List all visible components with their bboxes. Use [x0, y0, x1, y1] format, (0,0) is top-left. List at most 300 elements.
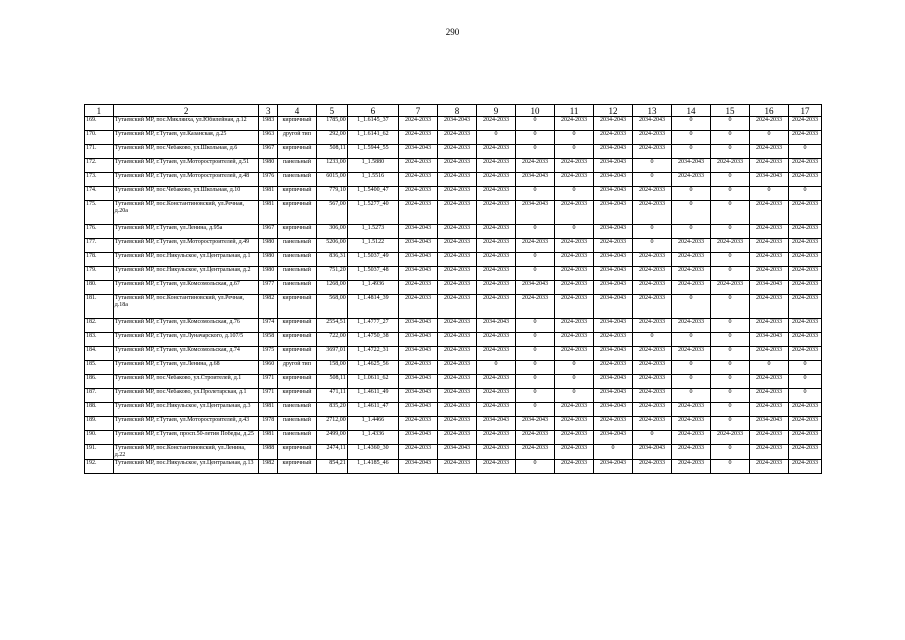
- table-cell: 0: [711, 445, 750, 460]
- table-row: [85, 281, 822, 295]
- table-cell: 2024-2033: [789, 225, 822, 239]
- table-cell: 2024-2033: [477, 347, 516, 361]
- table-cell: 2024-2033: [516, 239, 555, 253]
- table-cell: 2024-2033: [399, 417, 438, 431]
- table-cell: Тутаевский МР, пос.Чебаково, ул.Строителей, д.1: [113, 375, 259, 389]
- table-cell: 1980: [259, 239, 277, 253]
- table-cell: 1_1.5277_40: [347, 201, 398, 225]
- table-cell: 2024-2033: [672, 319, 711, 333]
- table-cell: панельный: [277, 417, 316, 431]
- table-row: [85, 333, 822, 347]
- table-cell: 2034-2043: [594, 281, 633, 295]
- table-cell: 2024-2033: [750, 225, 789, 239]
- table-cell: 835,20: [316, 403, 347, 417]
- table-cell: 0: [555, 131, 594, 145]
- table-cell: 2024-2033: [516, 159, 555, 173]
- table-cell: 0: [516, 253, 555, 267]
- table-cell: 175.: [85, 201, 114, 225]
- table-cell: 1_1.0611_62: [347, 375, 398, 389]
- table-cell: 0: [672, 145, 711, 159]
- table-cell: 0: [711, 375, 750, 389]
- table-cell: 1971: [259, 389, 277, 403]
- table-cell: 2024-2033: [477, 225, 516, 239]
- table-cell: 1_1.4611_49: [347, 389, 398, 403]
- table-cell: 1233,00: [316, 159, 347, 173]
- table-cell: 2024-2033: [438, 347, 477, 361]
- table-cell: 2034-2043: [399, 145, 438, 159]
- table-cell: 169.: [85, 117, 114, 131]
- table-cell: 187.: [85, 389, 114, 403]
- housing-registry-table: [84, 104, 822, 474]
- table-cell: Тутаевский МР, пос.Константиновский, ул.Речная, д.18а: [113, 295, 259, 319]
- table-cell: 6015,00: [316, 173, 347, 187]
- table-cell: 179.: [85, 267, 114, 281]
- table-cell: 0: [516, 145, 555, 159]
- table-cell: 2024-2033: [399, 361, 438, 375]
- table-cell: 2034-2043: [594, 295, 633, 319]
- table-cell: 0: [711, 347, 750, 361]
- table-row: [85, 145, 822, 159]
- table-cell: 2024-2033: [438, 295, 477, 319]
- table-cell: 2024-2033: [750, 319, 789, 333]
- table-cell: 2034-2043: [399, 347, 438, 361]
- table-cell: 2024-2033: [594, 239, 633, 253]
- table-cell: 1_1.4611_47: [347, 403, 398, 417]
- table-cell: 0: [633, 225, 672, 239]
- table-cell: 2024-2033: [633, 201, 672, 225]
- table-cell: 2024-2033: [477, 267, 516, 281]
- table-cell: панельный: [277, 159, 316, 173]
- table-cell: кирпичный: [277, 295, 316, 319]
- table-cell: 2034-2043: [438, 117, 477, 131]
- table-cell: Тутаевский МР, г.Тутаев, ул.Комсомольская, д.74: [113, 347, 259, 361]
- table-cell: 0: [555, 225, 594, 239]
- table-cell: Тутаевский МР, г.Тутаев, ул.Луначарского, д.107/5: [113, 333, 259, 347]
- table-cell: 178.: [85, 253, 114, 267]
- table-cell: 0: [789, 375, 822, 389]
- table-cell: 2024-2033: [672, 239, 711, 253]
- table-cell: 2024-2033: [750, 431, 789, 445]
- table-cell: 1974: [259, 319, 277, 333]
- table-cell: 1_1.4625_56: [347, 361, 398, 375]
- table-cell: 1976: [259, 173, 277, 187]
- table-cell: 2024-2033: [438, 225, 477, 239]
- table-cell: 0: [477, 131, 516, 145]
- table-cell: 0: [789, 145, 822, 159]
- table-cell: 0: [672, 375, 711, 389]
- table-cell: 177.: [85, 239, 114, 253]
- table-cell: 189.: [85, 417, 114, 431]
- table-cell: 854,21: [316, 460, 347, 474]
- table-cell: 1980: [259, 159, 277, 173]
- table-cell: 508,11: [316, 145, 347, 159]
- table-cell: 185.: [85, 361, 114, 375]
- table-cell: 0: [516, 131, 555, 145]
- table-row: [85, 403, 822, 417]
- table-cell: 171.: [85, 145, 114, 159]
- table-cell: Тутаевский МР, пос.Чебаково, ул.Пролетарская, д.1: [113, 389, 259, 403]
- table-cell: 2024-2033: [750, 295, 789, 319]
- table-cell: 2024-2033: [633, 145, 672, 159]
- table-cell: 0: [672, 131, 711, 145]
- table-cell: 2712,00: [316, 417, 347, 431]
- table-cell: 1963: [259, 131, 277, 145]
- table-cell: 2024-2033: [594, 361, 633, 375]
- table-cell: 1268,00: [316, 281, 347, 295]
- table-cell: кирпичный: [277, 347, 316, 361]
- table-cell: 2034-2043: [594, 187, 633, 201]
- table-row: [85, 460, 822, 474]
- table-cell: 2034-2043: [633, 117, 672, 131]
- table-cell: 2024-2033: [672, 267, 711, 281]
- table-cell: Тутаевский МР, пос.Чебаково, ул.Школьная, д.6: [113, 145, 259, 159]
- table-cell: 2024-2033: [438, 201, 477, 225]
- table-cell: 191.: [85, 445, 114, 460]
- table-cell: 3697,01: [316, 347, 347, 361]
- table-cell: 836,31: [316, 253, 347, 267]
- table-cell: кирпичный: [277, 225, 316, 239]
- table-cell: 0: [711, 361, 750, 375]
- table-cell: 190.: [85, 431, 114, 445]
- table-row: [85, 417, 822, 431]
- table-cell: 183.: [85, 333, 114, 347]
- table-cell: 0: [555, 145, 594, 159]
- table-cell: 2024-2033: [789, 403, 822, 417]
- table-cell: 2034-2043: [594, 431, 633, 445]
- table-cell: 2024-2033: [438, 403, 477, 417]
- table-cell: 2024-2033: [399, 281, 438, 295]
- table-cell: 722,00: [316, 333, 347, 347]
- table-cell: 2024-2033: [477, 281, 516, 295]
- table-cell: 2024-2033: [750, 239, 789, 253]
- table-cell: 1981: [259, 431, 277, 445]
- table-cell: 2024-2033: [789, 239, 822, 253]
- table-cell: 2024-2033: [477, 431, 516, 445]
- table-cell: Тутаевский МР, г.Тутаев, ул.Комсомольская, д.76: [113, 319, 259, 333]
- table-cell: 2024-2033: [555, 403, 594, 417]
- table-cell: 2034-2043: [672, 159, 711, 173]
- table-cell: 1971: [259, 375, 277, 389]
- table-cell: 2034-2043: [594, 319, 633, 333]
- table-cell: 2499,00: [316, 431, 347, 445]
- table-cell: другой тип: [277, 361, 316, 375]
- table-cell: 0: [516, 267, 555, 281]
- table-cell: Тутаевский МР, пос.Константиновский, ул.Ленина, д.22: [113, 445, 259, 460]
- table-cell: 0: [555, 361, 594, 375]
- table-cell: 779,10: [316, 187, 347, 201]
- table-cell: 1975: [259, 347, 277, 361]
- table-cell: 2034-2043: [399, 375, 438, 389]
- table-cell: 192.: [85, 460, 114, 474]
- table-cell: панельный: [277, 253, 316, 267]
- table-cell: 2024-2033: [633, 253, 672, 267]
- table-cell: 0: [672, 201, 711, 225]
- table-cell: 181.: [85, 295, 114, 319]
- table-cell: 0: [711, 460, 750, 474]
- table-cell: 1988: [259, 445, 277, 460]
- table-cell: 2024-2033: [789, 117, 822, 131]
- table-cell: 2024-2033: [672, 460, 711, 474]
- table-cell: 1958: [259, 333, 277, 347]
- table-cell: Тутаевский МР, г.Тутаев, ул.Моторостроителей, д.48: [113, 173, 259, 187]
- column-header: 15: [711, 105, 750, 117]
- table-cell: 2024-2033: [711, 281, 750, 295]
- table-cell: 1_1.4360_30: [347, 445, 398, 460]
- table-cell: 2024-2033: [750, 375, 789, 389]
- table-cell: Тутаевский МР, г.Тутаев, просп.50-летия Победы, д.25: [113, 431, 259, 445]
- table-cell: 2024-2033: [477, 445, 516, 460]
- table-cell: 2024-2033: [555, 159, 594, 173]
- table-cell: 0: [516, 225, 555, 239]
- table-cell: 2024-2033: [555, 201, 594, 225]
- column-header: 14: [672, 105, 711, 117]
- table-cell: 2024-2033: [789, 347, 822, 361]
- table-row: [85, 361, 822, 375]
- table-cell: 2024-2033: [672, 253, 711, 267]
- table-cell: 2024-2033: [789, 417, 822, 431]
- table-row: [85, 253, 822, 267]
- table-cell: 2024-2033: [750, 145, 789, 159]
- table-cell: Тутаевский МР, пос.Никульское, ул.Центральная, д.2: [113, 267, 259, 281]
- table-cell: 2024-2033: [555, 267, 594, 281]
- table-cell: 2034-2043: [594, 389, 633, 403]
- table-cell: 2024-2033: [789, 333, 822, 347]
- table-cell: 2024-2033: [789, 253, 822, 267]
- table-cell: 0: [633, 239, 672, 253]
- table-cell: 0: [711, 319, 750, 333]
- table-cell: 2024-2033: [555, 295, 594, 319]
- table-cell: 2024-2033: [555, 117, 594, 131]
- table-cell: 2024-2033: [633, 375, 672, 389]
- table-cell: кирпичный: [277, 187, 316, 201]
- table-cell: 1_1.4336: [347, 431, 398, 445]
- page-number: 290: [445, 27, 460, 37]
- table-cell: 2034-2043: [633, 445, 672, 460]
- table-cell: 0: [672, 225, 711, 239]
- table-cell: 2024-2033: [438, 187, 477, 201]
- table-cell: 2024-2033: [789, 131, 822, 145]
- table-row: [85, 131, 822, 145]
- table-cell: 2024-2033: [438, 159, 477, 173]
- table-row: [85, 389, 822, 403]
- table-cell: 2474,11: [316, 445, 347, 460]
- table-cell: 2024-2033: [399, 117, 438, 131]
- table-cell: 2034-2043: [399, 319, 438, 333]
- table-cell: другой тип: [277, 131, 316, 145]
- table-cell: Тутаевский МР, г.Тутаев, ул.Моторостроителей, д.49: [113, 239, 259, 253]
- table-cell: 2024-2033: [477, 375, 516, 389]
- table-cell: 0: [789, 187, 822, 201]
- table-cell: 2024-2033: [750, 267, 789, 281]
- table-cell: 0: [672, 389, 711, 403]
- column-header: 17: [789, 105, 822, 117]
- table-cell: 2024-2033: [477, 295, 516, 319]
- table-cell: 2034-2043: [594, 253, 633, 267]
- table-cell: 0: [516, 117, 555, 131]
- table-cell: 2024-2033: [516, 431, 555, 445]
- table-cell: 2024-2033: [438, 239, 477, 253]
- table-cell: Тутаевский МР, пос.Микляиха, ул.Юбилейная, д.12: [113, 117, 259, 131]
- table-cell: 170.: [85, 131, 114, 145]
- table-cell: 2024-2033: [789, 173, 822, 187]
- table-cell: кирпичный: [277, 319, 316, 333]
- table-cell: 1_1.5516: [347, 173, 398, 187]
- table-cell: 2024-2033: [672, 445, 711, 460]
- table-cell: 0: [789, 361, 822, 375]
- table-cell: панельный: [277, 239, 316, 253]
- table-row: [85, 295, 822, 319]
- table-cell: 2024-2033: [789, 201, 822, 225]
- table-cell: 173.: [85, 173, 114, 187]
- table-cell: 2024-2033: [633, 267, 672, 281]
- table-cell: 2024-2033: [438, 319, 477, 333]
- table-cell: 2024-2033: [633, 403, 672, 417]
- table-cell: 1_1.5037_49: [347, 253, 398, 267]
- table-cell: 0: [633, 173, 672, 187]
- table-cell: 2024-2033: [555, 460, 594, 474]
- table-cell: 1_1.5944_55: [347, 145, 398, 159]
- table-cell: 188.: [85, 403, 114, 417]
- table-cell: 0: [633, 431, 672, 445]
- table-cell: кирпичный: [277, 333, 316, 347]
- table-cell: 176.: [85, 225, 114, 239]
- table-cell: 0: [555, 187, 594, 201]
- table-row: [85, 267, 822, 281]
- table-cell: 0: [516, 187, 555, 201]
- table-cell: 186.: [85, 375, 114, 389]
- table-cell: 2024-2033: [399, 201, 438, 225]
- table-cell: 2024-2033: [399, 173, 438, 187]
- table-cell: 0: [516, 403, 555, 417]
- table-cell: 0: [555, 389, 594, 403]
- table-cell: 2034-2043: [594, 403, 633, 417]
- table-cell: 2034-2043: [477, 319, 516, 333]
- table-cell: Тутаевский МР, пос.Чебаково, ул.Школьная, д.10: [113, 187, 259, 201]
- table-cell: 1978: [259, 417, 277, 431]
- table-cell: 2024-2033: [633, 187, 672, 201]
- table-cell: 0: [516, 347, 555, 361]
- table-cell: 2024-2033: [438, 145, 477, 159]
- table-row: [85, 445, 822, 460]
- table-cell: 2034-2043: [477, 417, 516, 431]
- table-cell: 1_1.4722_31: [347, 347, 398, 361]
- table-cell: 2024-2033: [633, 319, 672, 333]
- table-cell: 2024-2033: [555, 253, 594, 267]
- table-cell: кирпичный: [277, 201, 316, 225]
- table-header-row: [85, 105, 822, 117]
- table-row: [85, 239, 822, 253]
- table-cell: 1980: [259, 253, 277, 267]
- table-cell: 0: [633, 333, 672, 347]
- table-cell: 2024-2033: [438, 460, 477, 474]
- table-cell: 2024-2033: [672, 173, 711, 187]
- table-cell: 2024-2033: [633, 281, 672, 295]
- table-cell: 2024-2033: [477, 253, 516, 267]
- table-cell: 2024-2033: [555, 319, 594, 333]
- table-cell: панельный: [277, 267, 316, 281]
- table-cell: 172.: [85, 159, 114, 173]
- table-cell: кирпичный: [277, 117, 316, 131]
- table-cell: 2034-2043: [399, 333, 438, 347]
- table-cell: 0: [711, 173, 750, 187]
- table-cell: 2024-2033: [555, 347, 594, 361]
- table-cell: 2024-2033: [750, 201, 789, 225]
- table-cell: 1967: [259, 145, 277, 159]
- table-cell: 2034-2043: [516, 417, 555, 431]
- table-cell: 2034-2043: [399, 225, 438, 239]
- table-cell: 1967: [259, 225, 277, 239]
- table-cell: 2024-2033: [438, 253, 477, 267]
- table-cell: 1977: [259, 281, 277, 295]
- table-cell: 2024-2033: [399, 295, 438, 319]
- table-cell: 0: [711, 145, 750, 159]
- table-cell: 2034-2043: [516, 201, 555, 225]
- table-cell: панельный: [277, 403, 316, 417]
- table-cell: 2024-2033: [750, 117, 789, 131]
- table-cell: 1981: [259, 187, 277, 201]
- table-cell: 2024-2033: [672, 403, 711, 417]
- table-cell: 0: [711, 225, 750, 239]
- table-cell: 2024-2033: [438, 333, 477, 347]
- table-cell: 2024-2033: [477, 173, 516, 187]
- table-cell: 2024-2033: [789, 460, 822, 474]
- table-cell: 1_1.5273: [347, 225, 398, 239]
- table-cell: 2024-2033: [633, 417, 672, 431]
- table-cell: 2024-2033: [399, 159, 438, 173]
- table-row: [85, 117, 822, 131]
- table-cell: 174.: [85, 187, 114, 201]
- table-cell: Тутаевский МР, г.Тутаев, ул.Комсомольская, д.67: [113, 281, 259, 295]
- table-cell: 568,00: [316, 295, 347, 319]
- table-cell: 2024-2033: [633, 347, 672, 361]
- table-cell: 0: [594, 445, 633, 460]
- table-cell: 2024-2033: [594, 131, 633, 145]
- table-cell: 2034-2043: [594, 173, 633, 187]
- table-cell: Тутаевский МР, пос.Никульское, ул.Центральная, д.1: [113, 253, 259, 267]
- table-cell: 2024-2033: [672, 431, 711, 445]
- table-cell: кирпичный: [277, 445, 316, 460]
- table-cell: 2034-2043: [399, 431, 438, 445]
- column-header: 8: [438, 105, 477, 117]
- column-header: 12: [594, 105, 633, 117]
- table-cell: 2024-2033: [750, 403, 789, 417]
- table-cell: 2024-2033: [750, 253, 789, 267]
- table-cell: 0: [750, 187, 789, 201]
- table-cell: Тутаевский МР, г.Тутаев, ул.Ленина, д.95а: [113, 225, 259, 239]
- column-header: 3: [259, 105, 277, 117]
- table-cell: 2024-2033: [555, 417, 594, 431]
- table-cell: 2034-2043: [594, 201, 633, 225]
- table-cell: 2024-2033: [438, 389, 477, 403]
- table-cell: 2024-2033: [633, 361, 672, 375]
- table-cell: 2024-2033: [711, 431, 750, 445]
- table-cell: 0: [633, 159, 672, 173]
- table-row: [85, 431, 822, 445]
- table-cell: 2024-2033: [555, 239, 594, 253]
- table-cell: 2024-2033: [594, 333, 633, 347]
- table-cell: 2024-2033: [477, 389, 516, 403]
- column-header: 6: [347, 105, 398, 117]
- table-cell: 2034-2043: [594, 225, 633, 239]
- table-cell: 2024-2033: [477, 159, 516, 173]
- table-cell: 2024-2033: [477, 239, 516, 253]
- table-cell: панельный: [277, 431, 316, 445]
- table-cell: 1980: [259, 267, 277, 281]
- table-row: [85, 225, 822, 239]
- table-cell: 1_1.6145_37: [347, 117, 398, 131]
- table-cell: 2034-2043: [594, 145, 633, 159]
- table-cell: 2024-2033: [672, 281, 711, 295]
